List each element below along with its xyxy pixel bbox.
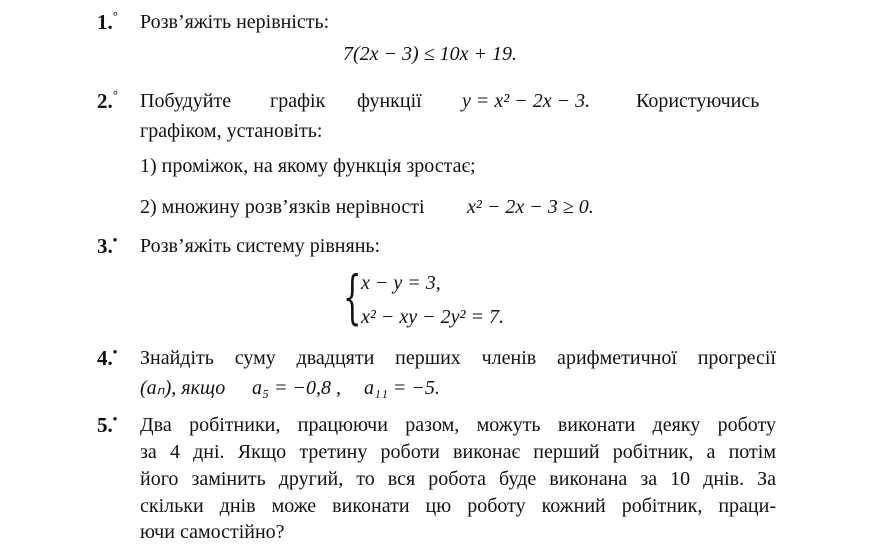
problem-4-line1: Знайдіть суму двадцяти перших членів арифметичної прогресії [140, 347, 776, 369]
problem-4-sequence: (aₙ), якщо [140, 377, 226, 399]
problem-2-item1: 1) проміжок, на якому функція зростає; [140, 155, 476, 177]
problem-4-a5: a₅ = −0,8 , [252, 377, 341, 399]
problem-2-line2: графіком, установіть: [140, 120, 323, 142]
problem-5-number: 5.• [97, 411, 118, 437]
problem-3-equation-1: x − y = 3, [361, 272, 441, 294]
problem-1-text: Розв’яжіть нерівність: [140, 11, 330, 33]
problem-3-text: Розв’яжіть систему рівнянь: [140, 235, 381, 257]
problem-2-word-function: функції [357, 90, 422, 112]
system-brace: { [343, 263, 362, 331]
problem-4-number: 4.• [97, 344, 118, 370]
problem-3-equation-2: x² − xy − 2y² = 7. [361, 306, 504, 328]
problem-5-line4: скільки днів може виконати цю роботу кожний робітник, праци- [140, 495, 776, 517]
problem-1-number: 1.° [97, 8, 118, 34]
problem-2-number: 2.° [97, 87, 118, 113]
problem-2-item2-formula: x² − 2x − 3 ≥ 0. [467, 196, 594, 218]
problem-2-word-graph: графік [270, 90, 326, 112]
problem-5-line3: його замінить другий, то вся робота буде виконана за 10 днів. За [140, 468, 776, 490]
problem-5-line5: ючи самостійно? [140, 521, 285, 543]
problem-1-formula: 7(2x − 3) ≤ 10x + 19. [343, 43, 518, 65]
problem-4-a11: a₁₁ = −5. [364, 377, 440, 399]
problem-5-line1: Два робітники, працюючи разом, можуть виконати деяку роботу [140, 414, 776, 436]
problem-3-number: 3.• [97, 232, 118, 258]
problem-2-word-build: Побудуйте [140, 90, 232, 112]
problem-2-formula: y = x² − 2x − 3. [462, 90, 591, 112]
problem-2-item2: 2) множину розв’язків нерівності [140, 196, 425, 218]
problem-5-line2: за 4 дні. Якщо третину роботи виконає перший робітник, а потім [140, 441, 776, 463]
problem-2-word-using: Користуючись [636, 90, 760, 112]
